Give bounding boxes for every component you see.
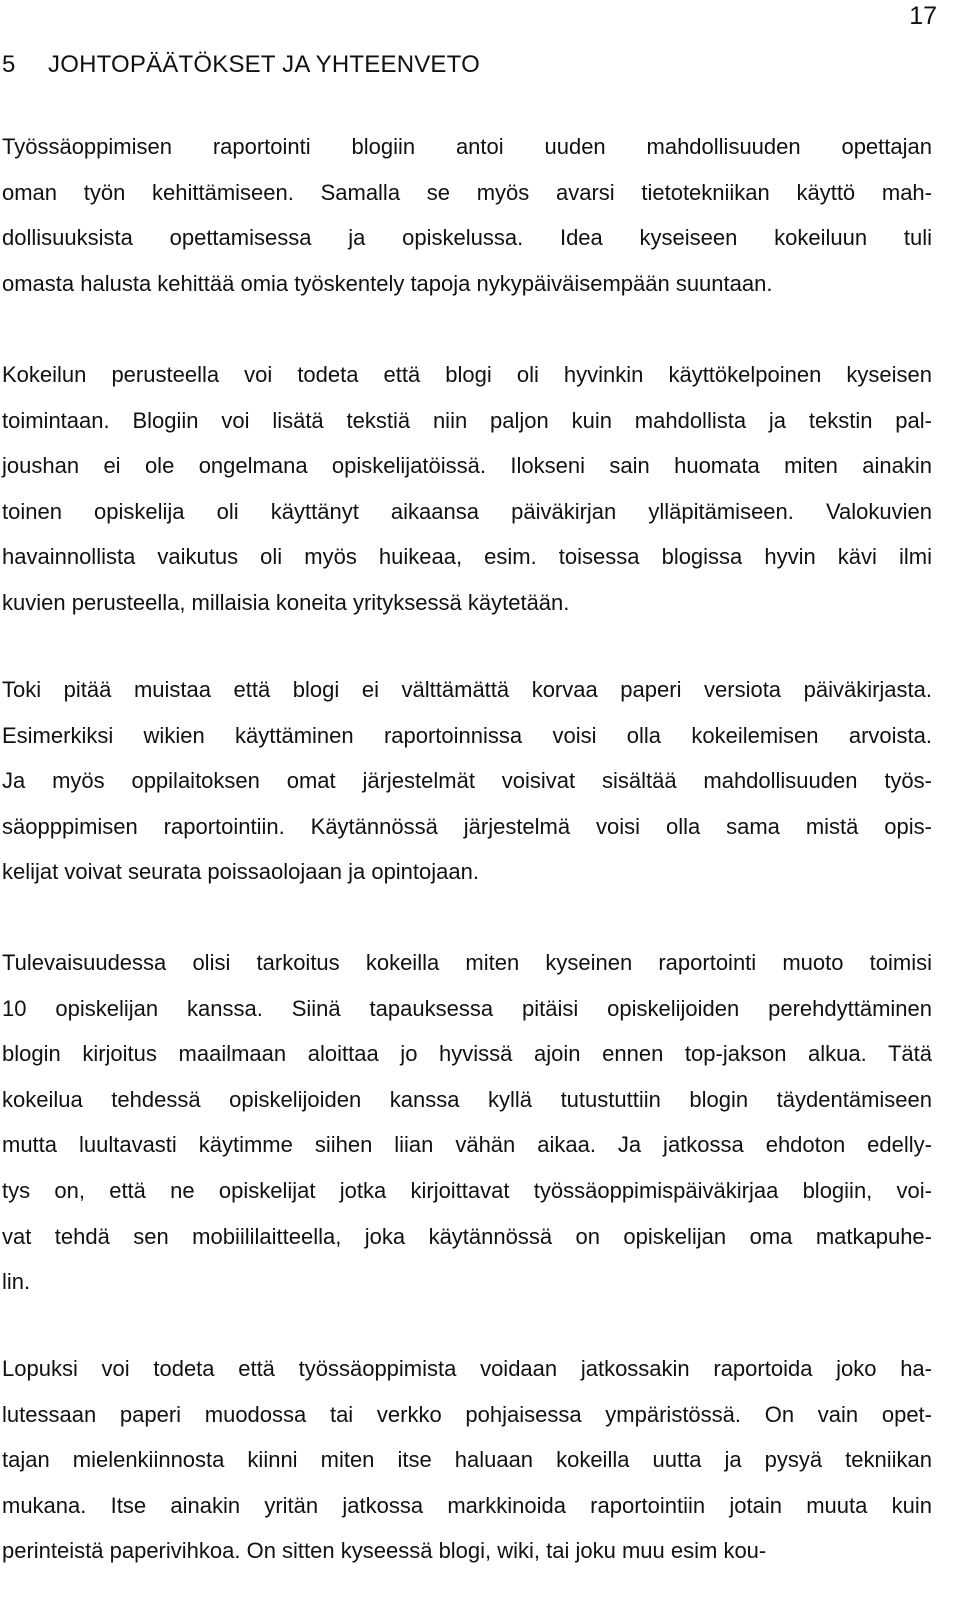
text-line: tajan mielenkiinnosta kiinni miten itse haluaan kokeilla uutta ja pysyä tekniikan xyxy=(2,1447,932,1473)
section-heading xyxy=(2,47,480,83)
text-line: Lopuksi voi todeta että työssäoppimista voidaan jatkossakin raportoida joko ha- xyxy=(2,1356,932,1381)
text-line: toimintaan. Blogiin voi lisätä tekstiä niin paljon kuin mahdollista ja tekstin pal- xyxy=(2,407,932,433)
text-line: oman työn kehittämiseen. Samalla se myös avarsi tietotekniikan käyttö mah- xyxy=(2,179,932,205)
text-line: Esimerkiksi wikien käyttäminen raportoinnissa voisi olla kokeilemisen arvoista. xyxy=(2,722,932,748)
text-line: vat tehdä sen mobiililaitteella, joka käytännössä on opiskelijan oma matkapuhe- xyxy=(2,1223,932,1249)
text-line: mukana. Itse ainakin yritän jatkossa markkinoida raportointiin jotain muuta kuin xyxy=(2,1492,932,1518)
text-line: Toki pitää muistaa että blogi ei välttämättä korvaa paperi versiota päiväkirjasta. xyxy=(2,677,932,702)
section-number: 5 xyxy=(2,51,16,78)
text-line: säopppimisen raportointiin. Käytännössä järjestelmä voisi olla sama mistä opis- xyxy=(2,813,932,839)
text-line: mutta luultavasti käytimme siihen liian vähän aikaa. Ja jatkossa ehdoton edelly- xyxy=(2,1132,932,1158)
page-number: 17 xyxy=(909,2,937,30)
text-line: Työssäoppimisen raportointi blogiin antoi uuden mahdollisuuden opettajan xyxy=(2,134,932,159)
section-title: JOHTOPÄÄTÖKSET JA YHTEENVETO xyxy=(48,51,480,78)
text-line: tys on, että ne opiskelijat jotka kirjoittavat työssäoppimispäiväkirjaa blogiin, voi- xyxy=(2,1178,932,1203)
text-line: kelijat voivat seurata poissaolojaan ja opintojaan. xyxy=(2,859,479,885)
text-line: perinteistä paperivihkoa. On sitten kyseessä blogi, wiki, tai joku muu esim kou- xyxy=(2,1538,767,1564)
text-line: 10 opiskelijan kanssa. Siinä tapauksessa pitäisi opiskelijoiden perehdyttäminen xyxy=(2,995,932,1021)
text-line: kuvien perusteella, millaisia koneita yrityksessä käytetään. xyxy=(2,590,570,615)
text-line: lin. xyxy=(2,1269,31,1295)
text-line: dollisuuksista opettamisessa ja opiskelussa. Idea kyseiseen kokeiluun tuli xyxy=(2,225,932,251)
text-line: Tulevaisuudessa olisi tarkoitus kokeilla miten kyseinen raportointi muoto toimisi xyxy=(2,950,932,975)
text-line: toinen opiskelija oli käyttänyt aikaansa päiväkirjan ylläpitämiseen. Valokuvien xyxy=(2,498,932,524)
text-line: omasta halusta kehittää omia työskentely tapoja nykypäiväisempään suuntaan. xyxy=(2,270,773,296)
text-line: joushan ei ole ongelmana opiskelijatöissä. Ilokseni sain huomata miten ainakin xyxy=(2,453,932,479)
text-line: blogin kirjoitus maailmaan aloittaa jo hyvissä ajoin ennen top-jakson alkua. Tätä xyxy=(2,1041,932,1067)
text-line: lutessaan paperi muodossa tai verkko pohjaisessa ympäristössä. On vain opet- xyxy=(2,1401,932,1427)
text-line: Ja myös oppilaitoksen omat järjestelmät voisivat sisältää mahdollisuuden työs- xyxy=(2,768,932,794)
text-line: Kokeilun perusteella voi todeta että blogi oli hyvinkin käyttökelpoinen kyseisen xyxy=(2,362,932,387)
text-line: havainnollista vaikutus oli myös huikeaa, esim. toisessa blogissa hyvin kävi ilmi xyxy=(2,544,932,570)
text-line: kokeilua tehdessä opiskelijoiden kanssa kyllä tutustuttiin blogin täydentämiseen xyxy=(2,1086,932,1112)
